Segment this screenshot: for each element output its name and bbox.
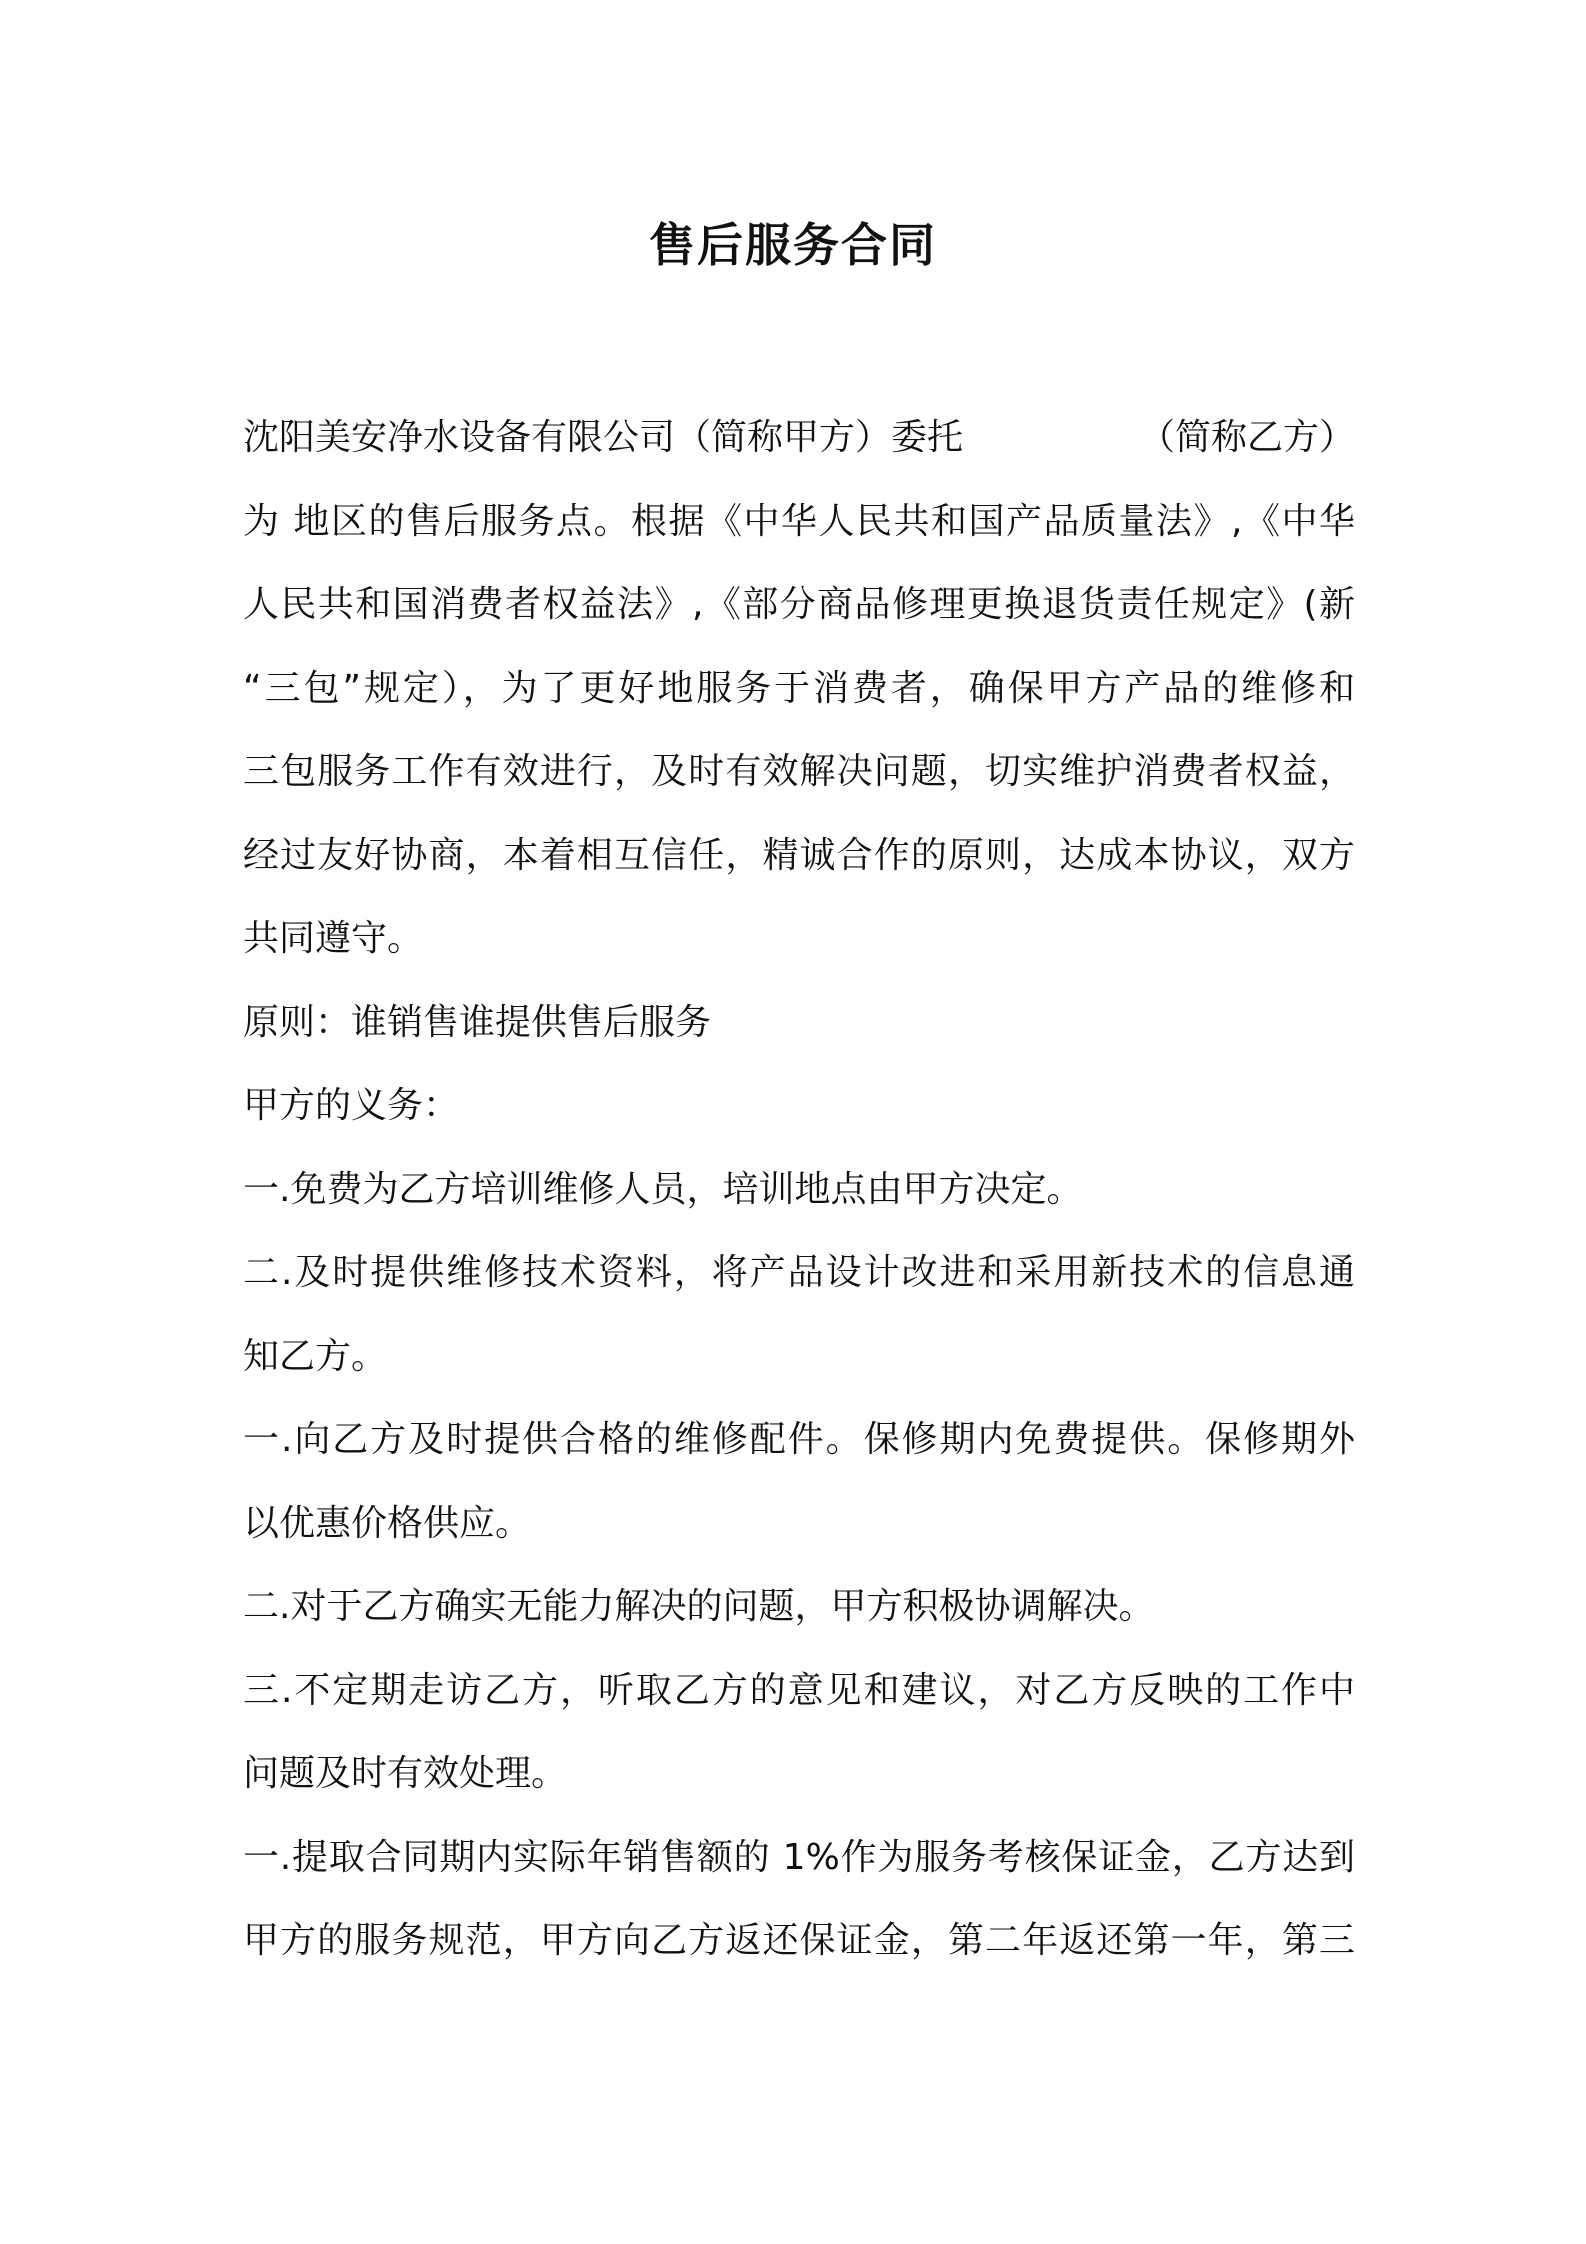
intro-line: 为 地区的售后服务点。根据《中华人民共和国产品质量法》,《中华	[243, 500, 1355, 542]
clause-line: 二.及时提供维修技术资料，将产品设计改进和采用新技术的信息通	[243, 1252, 1355, 1293]
intro-line: 经过友好协商，本着相互信任，精诚合作的原则，达成本协议，双方	[243, 834, 1355, 876]
clause-line: 三.不定期走访乙方，听取乙方的意见和建议，对乙方反映的工作中	[243, 1669, 1355, 1711]
clause-line: 知乙方。	[243, 1335, 388, 1377]
principle-line: 原则：谁销售谁提供售后服务	[243, 1001, 712, 1043]
intro-line	[243, 396, 1355, 480]
clause-line: 以优惠价格供应。	[243, 1502, 532, 1544]
clause-line: 一.免费为乙方培训维修人员，培训地点由甲方决定。	[243, 1168, 1083, 1210]
party-a-heading: 甲方的义务：	[243, 1085, 460, 1126]
clause-line: 甲方的服务规范，甲方向乙方返还保证金，第二年返还第一年，第三	[243, 1920, 1355, 1961]
clause-line: 二.对于乙方确实无能力解决的问题，甲方积极协调解决。	[243, 1586, 1155, 1627]
intro-line1-right: （简称乙方）	[1138, 417, 1355, 458]
clause-line: 一.提取合同期内实际年销售额的 1%作为服务考核保证金，乙方达到	[243, 1836, 1355, 1878]
intro-line: 人民共和国消费者权益法》,《部分商品修理更换退货责任规定》(新	[243, 584, 1355, 625]
intro-line: “三包”规定），为了更好地服务于消费者，确保甲方产品的维修和	[243, 667, 1355, 709]
clause-line: 问题及时有效处理。	[243, 1753, 568, 1794]
document-title: 售后服务合同	[649, 218, 937, 272]
intro-line1-left: 沈阳美安净水设备有限公司（简称甲方）委托	[243, 417, 964, 458]
intro-line: 三包服务工作有效进行，及时有效解决问题，切实维护消费者权益，	[243, 751, 1355, 792]
intro-line: 共同遵守。	[243, 918, 424, 959]
clause-line: 一.向乙方及时提供合格的维修配件。保修期内免费提供。保修期外	[243, 1419, 1355, 1460]
document-body	[243, 396, 1355, 1983]
